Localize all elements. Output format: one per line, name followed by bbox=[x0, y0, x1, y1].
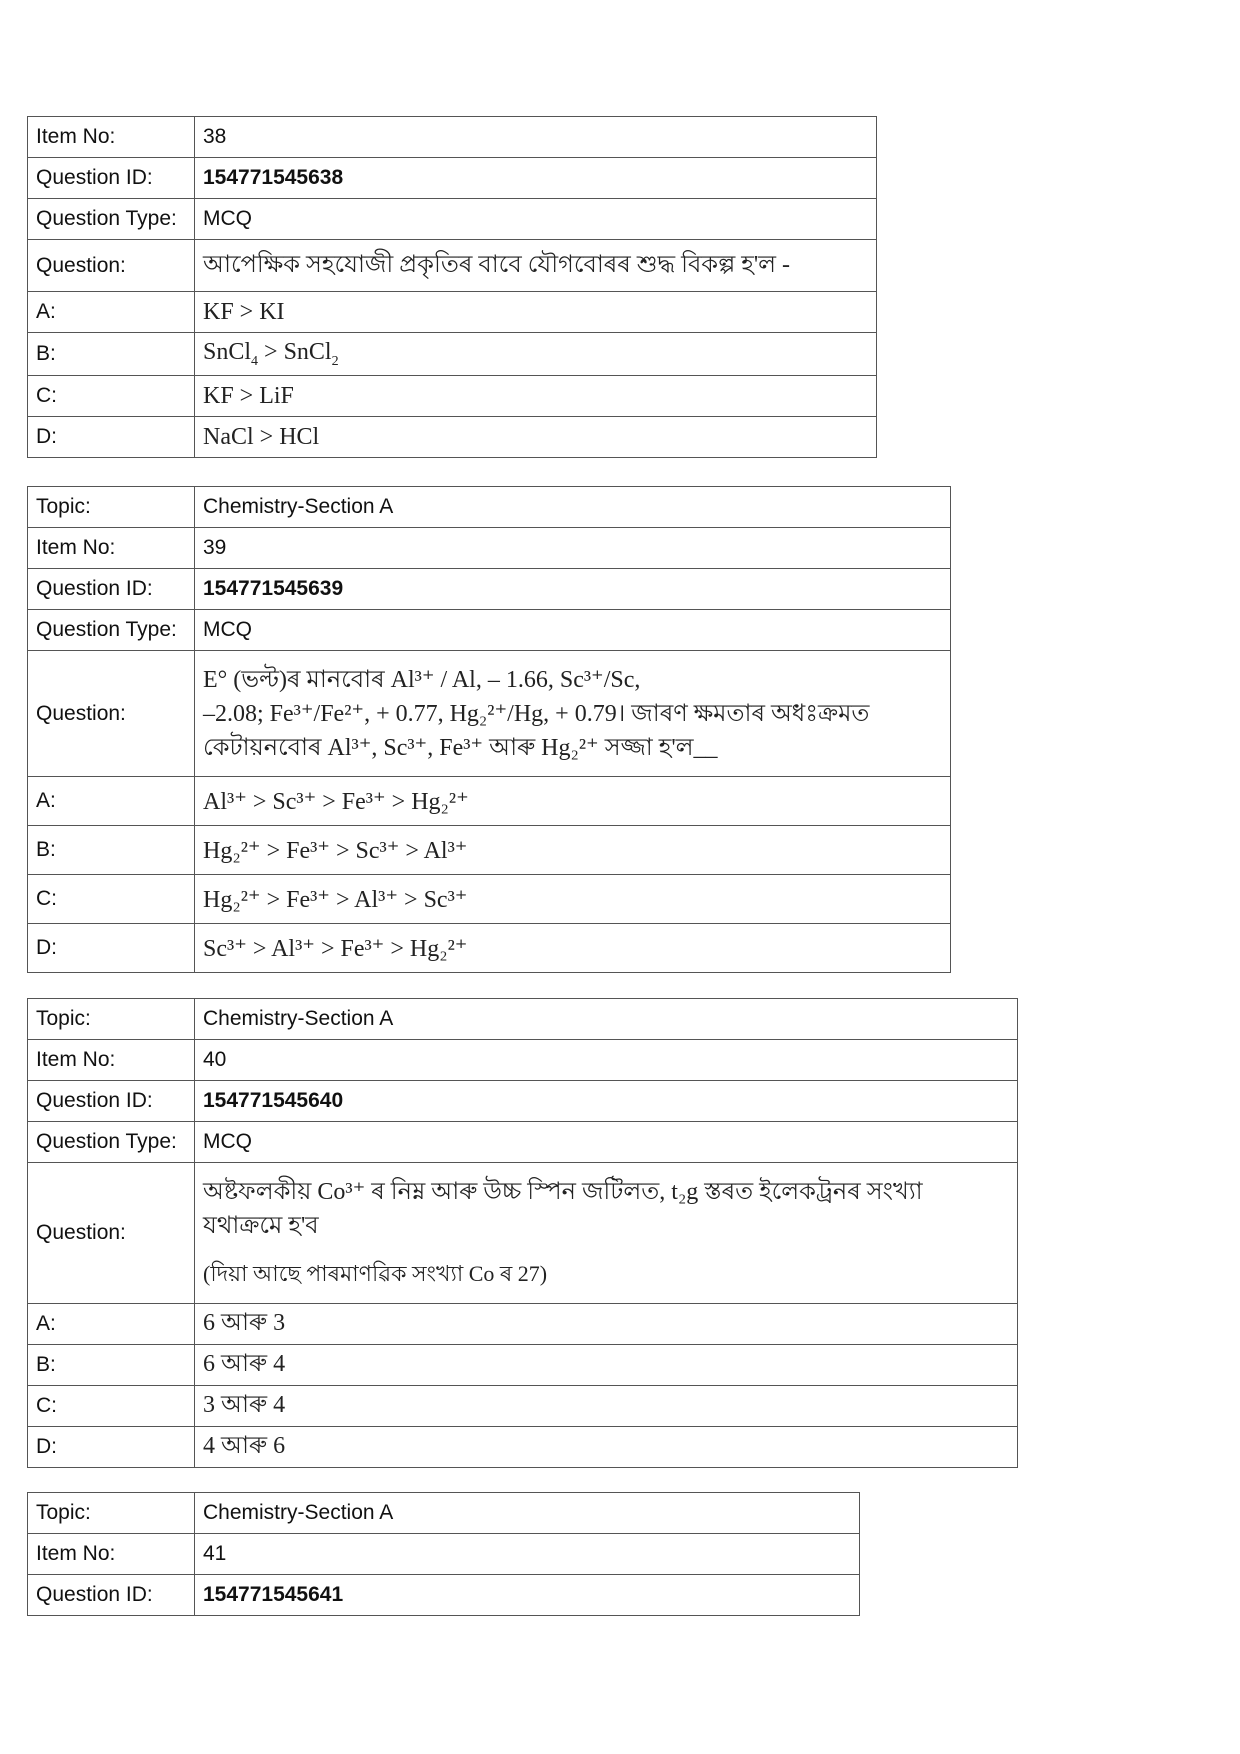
topic-row bbox=[28, 999, 1018, 1040]
question-line: কেটায়নবোৰ Al³⁺, Sc³⁺, Fe³⁺ আৰু Hg₂²⁺ সজ্জা হ'ল__ bbox=[203, 734, 718, 761]
question-id-row bbox=[28, 1575, 860, 1616]
option-b-row bbox=[28, 826, 951, 875]
question-text bbox=[195, 1163, 1018, 1304]
option-b-row bbox=[28, 333, 877, 376]
question-type-row bbox=[28, 199, 877, 240]
topic-label: Topic: bbox=[28, 1493, 195, 1534]
option-a-label: A: bbox=[28, 1304, 195, 1345]
question-id-label: Question ID: bbox=[28, 1575, 195, 1616]
question-id-value: 154771545641 bbox=[195, 1575, 860, 1616]
question-type-label: Question Type: bbox=[28, 199, 195, 240]
question-41-table bbox=[27, 1492, 860, 1616]
question-id-label: Question ID: bbox=[28, 569, 195, 610]
option-d-label: D: bbox=[28, 924, 195, 973]
option-c-label: C: bbox=[28, 1386, 195, 1427]
question-id-label: Question ID: bbox=[28, 1081, 195, 1122]
question-label: Question: bbox=[28, 1163, 195, 1304]
item-no-label: Item No: bbox=[28, 1040, 195, 1081]
item-no-value: 38 bbox=[195, 117, 877, 158]
item-no-label: Item No: bbox=[28, 1534, 195, 1575]
option-b-label: B: bbox=[28, 1345, 195, 1386]
item-no-row bbox=[28, 1534, 860, 1575]
option-a-text: Al³⁺ > Sc³⁺ > Fe³⁺ > Hg₂²⁺ bbox=[195, 777, 951, 826]
option-b-text: SnCl$_4$ > SnCl$_2$ bbox=[195, 333, 877, 376]
topic-value: Chemistry-Section A bbox=[195, 999, 1018, 1040]
question-label: Question: bbox=[28, 651, 195, 777]
topic-label: Topic: bbox=[28, 999, 195, 1040]
option-b-text: 6 আৰু 4 bbox=[195, 1345, 1018, 1386]
option-d-row bbox=[28, 1427, 1018, 1468]
item-no-label: Item No: bbox=[28, 117, 195, 158]
option-d-row bbox=[28, 417, 877, 458]
option-a-label: A: bbox=[28, 777, 195, 826]
question-type-value: MCQ bbox=[195, 199, 877, 240]
item-no-label: Item No: bbox=[28, 528, 195, 569]
option-b-label: B: bbox=[28, 826, 195, 875]
option-d-label: D: bbox=[28, 417, 195, 458]
topic-row bbox=[28, 1493, 860, 1534]
question-note: (দিয়া আছে পাৰমাণৱিক সংখ্যা Co ৰ 27) bbox=[203, 1261, 548, 1286]
option-c-label: C: bbox=[28, 875, 195, 924]
option-c-text: 3 আৰু 4 bbox=[195, 1386, 1018, 1427]
option-c-row bbox=[28, 376, 877, 417]
question-id-label: Question ID: bbox=[28, 158, 195, 199]
question-id-value: 154771545640 bbox=[195, 1081, 1018, 1122]
question-line: যথাক্ৰমে হ'ব bbox=[203, 1213, 319, 1239]
item-no-value: 39 bbox=[195, 528, 951, 569]
option-c-text: Hg₂²⁺ > Fe³⁺ > Al³⁺ > Sc³⁺ bbox=[195, 875, 951, 924]
question-id-value: 154771545638 bbox=[195, 158, 877, 199]
option-b-row bbox=[28, 1345, 1018, 1386]
question-type-row bbox=[28, 1122, 1018, 1163]
question-40-table bbox=[27, 998, 1018, 1468]
question-39-table bbox=[27, 486, 951, 973]
topic-value: Chemistry-Section A bbox=[195, 487, 951, 528]
item-no-value: 40 bbox=[195, 1040, 1018, 1081]
question-text: আপেক্ষিক সহযোজী প্ৰকৃতিৰ বাবে যৌগবোৰৰ শুদ্ধ বিকল্প হ'ল - bbox=[195, 240, 877, 292]
question-line: E° (ভল্ট)ৰ মানবোৰ Al³⁺ / Al, – 1.66, Sc³⁺/Sc, bbox=[203, 666, 641, 693]
question-line: অষ্টফলকীয় Co³⁺ ৰ নিম্ন আৰু উচ্চ স্পিন জটিলত, t₂g স্তৰত ইলেকট্ৰনৰ সংখ্যা bbox=[203, 1179, 923, 1205]
option-c-text: KF > LiF bbox=[195, 376, 877, 417]
option-a-row bbox=[28, 777, 951, 826]
question-type-label: Question Type: bbox=[28, 1122, 195, 1163]
option-d-row bbox=[28, 924, 951, 973]
option-c-row bbox=[28, 875, 951, 924]
option-a-text: KF > KI bbox=[195, 292, 877, 333]
question-id-value: 154771545639 bbox=[195, 569, 951, 610]
question-type-value: MCQ bbox=[195, 1122, 1018, 1163]
item-no-row bbox=[28, 528, 951, 569]
question-type-label: Question Type: bbox=[28, 610, 195, 651]
item-no-row bbox=[28, 117, 877, 158]
topic-label: Topic: bbox=[28, 487, 195, 528]
option-a-row bbox=[28, 292, 877, 333]
option-a-label: A: bbox=[28, 292, 195, 333]
topic-row bbox=[28, 487, 951, 528]
question-id-row bbox=[28, 158, 877, 199]
question-line: –2.08; Fe³⁺/Fe²⁺, + 0.77, Hg₂²⁺/Hg, + 0.79। জাৰণ ক্ষমতাৰ অধঃক্ৰমত bbox=[203, 700, 870, 727]
question-id-row bbox=[28, 569, 951, 610]
option-a-text: 6 আৰু 3 bbox=[195, 1304, 1018, 1345]
question-row bbox=[28, 651, 951, 777]
topic-value: Chemistry-Section A bbox=[195, 1493, 860, 1534]
question-38-table bbox=[27, 116, 877, 458]
option-d-text: Sc³⁺ > Al³⁺ > Fe³⁺ > Hg₂²⁺ bbox=[195, 924, 951, 973]
question-row bbox=[28, 240, 877, 292]
question-label: Question: bbox=[28, 240, 195, 292]
option-b-text: Hg₂²⁺ > Fe³⁺ > Sc³⁺ > Al³⁺ bbox=[195, 826, 951, 875]
item-no-value: 41 bbox=[195, 1534, 860, 1575]
question-text bbox=[195, 651, 951, 777]
question-row bbox=[28, 1163, 1018, 1304]
option-d-text: 4 আৰু 6 bbox=[195, 1427, 1018, 1468]
item-no-row bbox=[28, 1040, 1018, 1081]
option-d-text: NaCl > HCl bbox=[195, 417, 877, 458]
option-b-label: B: bbox=[28, 333, 195, 376]
question-id-row bbox=[28, 1081, 1018, 1122]
option-d-label: D: bbox=[28, 1427, 195, 1468]
question-type-value: MCQ bbox=[195, 610, 951, 651]
question-type-row bbox=[28, 610, 951, 651]
option-c-row bbox=[28, 1386, 1018, 1427]
option-a-row bbox=[28, 1304, 1018, 1345]
option-c-label: C: bbox=[28, 376, 195, 417]
